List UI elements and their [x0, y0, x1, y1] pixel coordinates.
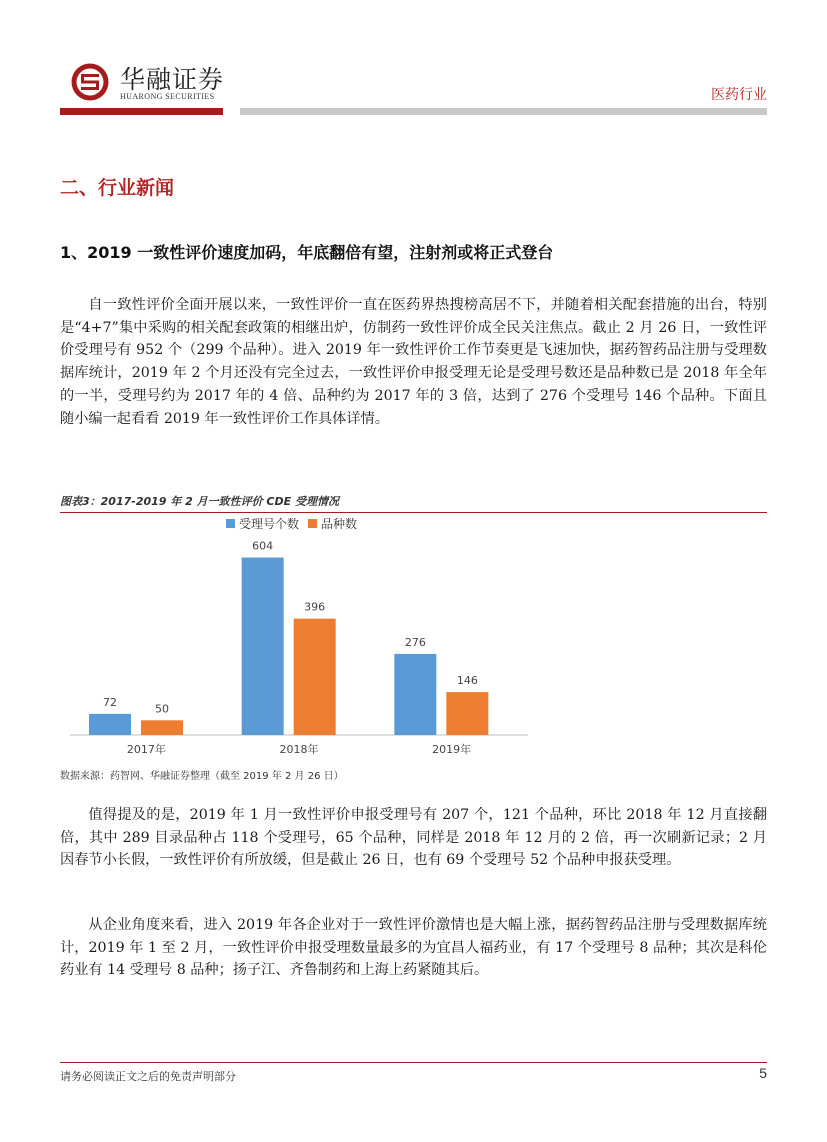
paragraph-text: 从企业角度来看，进入 2019 年各企业对于一致性评价激情也是大幅上涨，据药智药品注册与受理数据库统计，2019 年 1 至 2 月，一致性评价申报受理数量最多的为宜昌人福药业，有 17 个受理号 8 品种；其次是科伦药业有 14 受理号 8 品种；扬子江、齐鲁制药和上海上药紧随其后。 [60, 917, 767, 979]
paragraph-january [60, 804, 767, 872]
bar-accept-count-2019年 [394, 654, 436, 735]
bar-variety-count-2019年 [446, 692, 488, 735]
figure-caption: 图表3：2017-2019 年 2 月一致性评价 CDE 受理情况 [60, 495, 339, 508]
legend-label-series-2: 品种数 [321, 517, 358, 531]
x-tick-label: 2019年 [432, 743, 472, 756]
data-label: 276 [404, 635, 426, 649]
bar-chart [60, 514, 540, 766]
page-number: 5 [759, 1065, 767, 1081]
bar-variety-count-2017年 [141, 720, 183, 735]
paragraph-intro [60, 294, 767, 430]
data-label: 146 [456, 674, 478, 688]
footer-rule [60, 1062, 767, 1063]
legend-label-series-1: 受理号个数 [239, 517, 300, 531]
legend-swatch-series-2 [308, 519, 317, 528]
data-label: 50 [155, 702, 169, 716]
paragraph-text: 值得提及的是，2019 年 1 月一致性评价申报受理号有 207 个，121 个品种，环比 2018 年 12 月直接翻倍，其中 289 目录品种占 118 个受理号，65 个品种，同样是 2018 年 12 月的 2 倍，再一次刷新记录；2 月因春节小长假，一致性评价有所放缓，但是截止 26 日，也有 69 个受理号 52 个品种申报获受理。 [60, 807, 767, 869]
subsection-title: 1、2019 一致性评价速度加码，年底翻倍有望，注射剂或将正式登台 [60, 243, 554, 262]
bar-accept-count-2018年 [242, 558, 284, 735]
bar-accept-count-2017年 [89, 714, 131, 735]
x-tick-label: 2017年 [126, 743, 166, 756]
huarong-logo-icon [70, 62, 110, 102]
header-divider-gray [240, 108, 767, 115]
data-label: 72 [103, 695, 117, 709]
x-tick-label: 2018年 [279, 743, 319, 756]
data-label: 604 [252, 539, 274, 553]
brand-name-en: HUARONG SECURITIES [120, 92, 215, 101]
paragraph-text: 自一致性评价全面开展以来，一致性评价一直在医药界热搜榜高居不下，并随着相关配套措施的出台，特别是“4+7”集中采购的相关配套政策的相继出炉，仿制药一致性评价成全民关注焦点。截止 2 月 26 日，一致性评价受理号有 952 个（299 个品种）。进入 2019 年一致性评价工作节奏更是飞速加快，据药智药品注册与受理数据库统计，2019 年 2 个月还没有完全过去，一致性评价申报受理无论是受理号数还是品种数已是 2018 年全年的一半，受理号约为 2017 年的 4 倍、品种约为 2017 年的 3 倍，达到了 276 个受理号 146 个品种。下面且随小编一起看看 2019 年一致性评价工作具体详情。 [60, 297, 767, 427]
data-label: 396 [304, 600, 326, 614]
chart-legend [226, 516, 357, 531]
bar-variety-count-2018年 [294, 619, 336, 735]
footer-disclaimer: 请务必阅读正文之后的免责声明部分 [60, 1070, 236, 1083]
figure-source: 数据来源：药智网、华融证券整理（截至 2019 年 2 月 26 日） [60, 771, 344, 782]
brand-name-cn: 华融证券 [120, 65, 225, 94]
header-divider-red [60, 108, 223, 115]
paragraph-enterprise [60, 914, 767, 982]
figure-rule [60, 512, 767, 513]
section-title: 二、行业新闻 [60, 177, 175, 199]
sector-label: 医药行业 [711, 87, 767, 103]
legend-swatch-series-1 [226, 519, 235, 528]
